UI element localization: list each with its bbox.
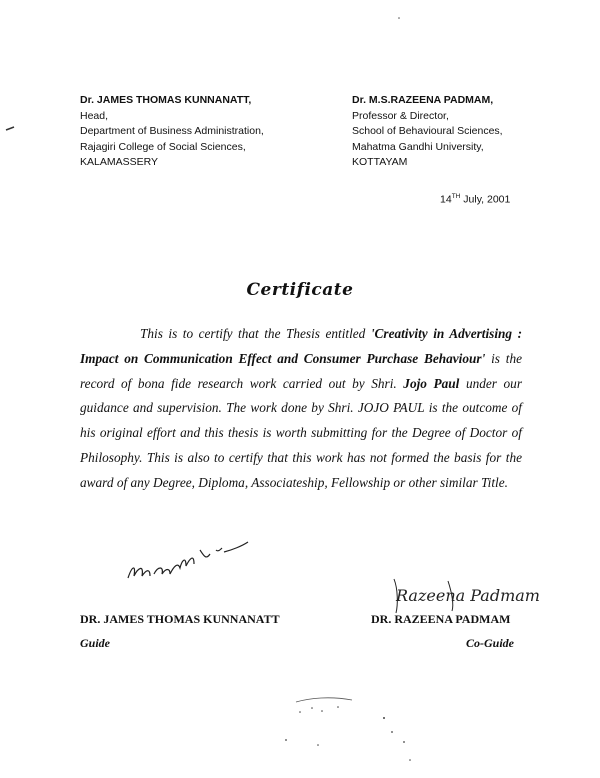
body-record: is the record of bona fide research work carried out by Shri.: [80, 350, 522, 391]
guide-address-line: Department of Business Administration,: [80, 125, 264, 138]
coguide-address-name: Dr. M.S.RAZEENA PADMAM,: [352, 94, 494, 106]
thesis-title: 'Creativity in Advertising : Impact on Communication Effect and Consumer Purchase Behaviour': [80, 326, 522, 366]
coguide-role: Co-Guide: [466, 636, 514, 650]
body-intro: This is to certify that the Thesis entitled: [140, 326, 371, 341]
date-day: 14: [440, 193, 452, 206]
coguide-name: DR. RAZEENA PADMAM: [371, 612, 511, 626]
date-suffix: TH: [451, 193, 461, 200]
guide-signature: [120, 530, 250, 590]
certificate-date: [440, 193, 510, 206]
guide-name: DR. JAMES THOMAS KUNNANATT: [80, 612, 280, 626]
guide-role: Guide: [80, 636, 110, 650]
guide-address-name: Dr. JAMES THOMAS KUNNANATT,: [80, 94, 252, 106]
coguide-signature-text: Razeena Padmam: [396, 586, 540, 605]
coguide-address-line: Mahatma Gandhi University,: [352, 140, 484, 153]
certificate-body: [80, 322, 522, 496]
guide-address-line: KALAMASSERY: [80, 156, 159, 169]
guide-address-line: Rajagiri College of Social Sciences,: [80, 140, 246, 153]
body-remainder: under our guidance and supervision. The work done by Shri. JOJO PAUL is the outcome of his original effort and this thesis is worth submitting for the Degree of Doctor of Philosophy. This is also to certify that this work has not formed the basis for the award of any Degree, Diploma, Associateship, Fellowship or other similar Title.: [80, 375, 522, 490]
guide-address-block: [80, 93, 264, 171]
coguide-address-line: School of Behavioural Sciences,: [352, 125, 503, 138]
coguide-address-line: Professor & Director,: [352, 109, 449, 122]
coguide-address-block: [352, 93, 503, 171]
coguide-signature: [392, 575, 540, 615]
certificate-title: Certificate: [246, 280, 354, 300]
coguide-address-line: KOTTAYAM: [352, 156, 408, 169]
guide-address-line: Head,: [80, 109, 109, 122]
candidate-name: Jojo Paul: [403, 375, 460, 391]
date-rest: July, 2001: [460, 193, 511, 206]
